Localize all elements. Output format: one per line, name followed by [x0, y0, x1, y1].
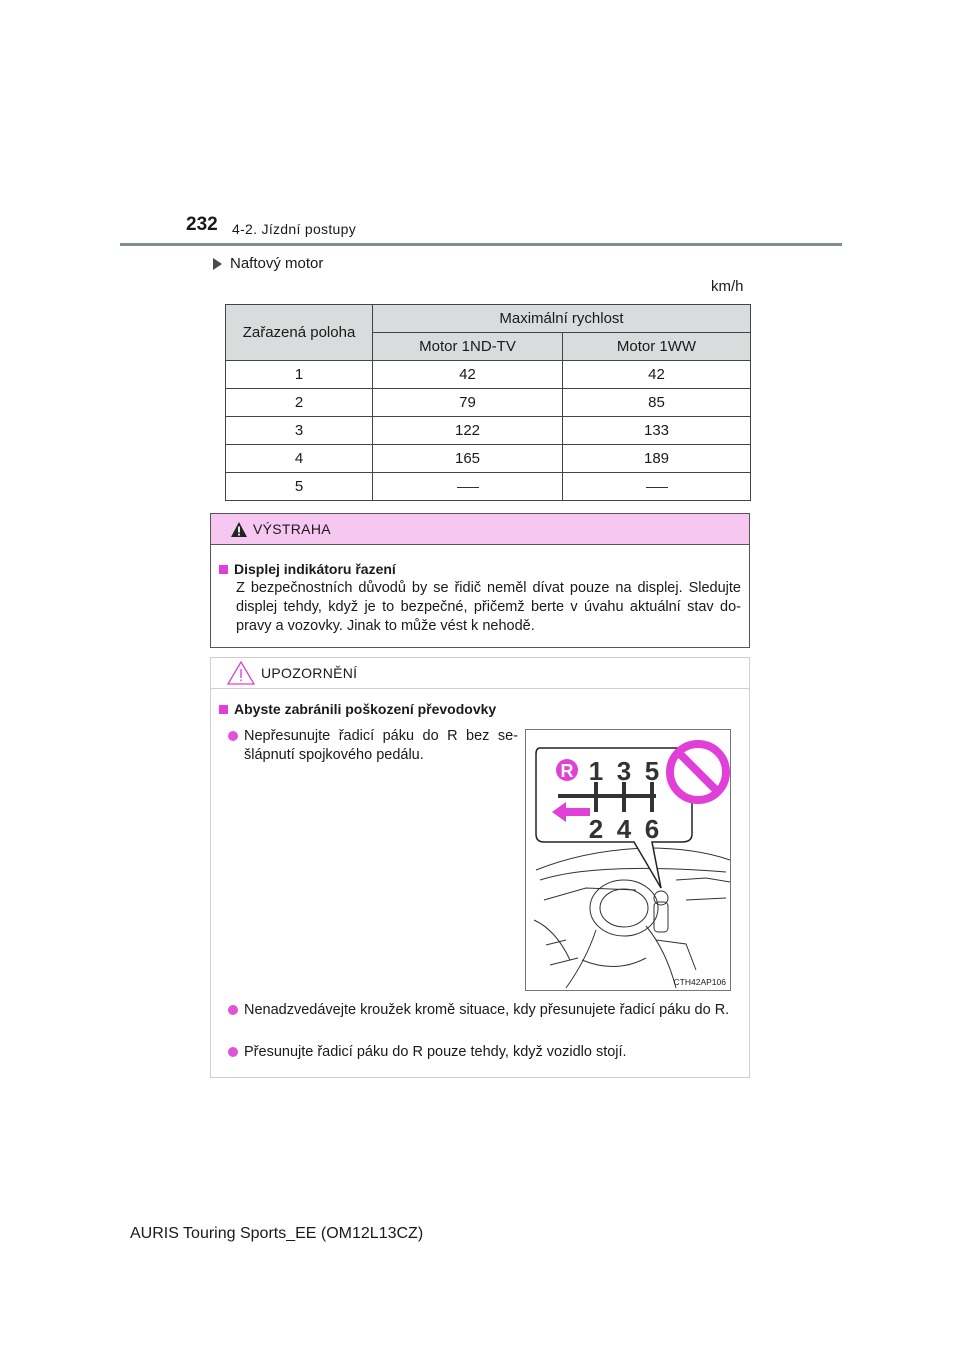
cell-engine-a: 122 — [373, 417, 563, 445]
cell-engine-a: 42 — [373, 361, 563, 389]
section-title: 4-2. Jízdní postupy — [232, 221, 356, 237]
dash-not-applicable — [646, 487, 668, 488]
warning-title-text: Displej indikátoru řazení — [234, 561, 396, 577]
warning-header — [211, 514, 749, 545]
list-item — [228, 727, 518, 765]
cell-gear: 3 — [226, 417, 373, 445]
square-bullet-icon — [219, 565, 228, 574]
cell-gear: 1 — [226, 361, 373, 389]
caution-title-text: Abyste zabránili poškození převodovky — [234, 701, 497, 717]
round-bullet-icon — [228, 731, 238, 741]
cell-engine-b: 133 — [563, 417, 751, 445]
warning-text: Z bezpečnostních důvodů by se řidič neměl dívat pouze na displej. Sledujte displej tehdy, když je to bezpečné, přičemž berte v úvahu aktuální stav do-pravy a vozovky. Jinak to může vést k nehodě. — [236, 580, 741, 634]
svg-text:R: R — [560, 761, 574, 781]
footer-model: AURIS Touring Sports_EE (OM12L13CZ) — [130, 1225, 424, 1242]
table-row — [226, 417, 751, 445]
cell-engine-a: 165 — [373, 445, 563, 473]
cell-engine-a: 79 — [373, 389, 563, 417]
column-header-engine-b: Motor 1WW — [563, 333, 751, 361]
svg-text:5: 5 — [644, 756, 660, 786]
svg-text:2: 2 — [588, 814, 604, 844]
unit-label: km/h — [711, 278, 744, 295]
column-header-engine-a: Motor 1ND-TV — [373, 333, 563, 361]
subsection-label: Naftový motor — [230, 255, 324, 272]
caution-item-1: Nepřesunujte řadicí páku do R bez se-šlápnutí spojkového pedálu. — [244, 728, 518, 763]
svg-text:1: 1 — [588, 756, 604, 786]
column-header-position: Zařazená poloha — [226, 305, 373, 361]
speed-table — [225, 304, 751, 501]
cell-engine-b — [563, 473, 751, 501]
page-number: 232 — [186, 214, 218, 235]
dash-not-applicable — [457, 487, 479, 488]
cell-engine-b: 189 — [563, 445, 751, 473]
caution-header — [211, 658, 749, 689]
list-item — [228, 1001, 743, 1020]
table-row — [226, 473, 751, 501]
cell-engine-b: 85 — [563, 389, 751, 417]
table-row — [226, 361, 751, 389]
cell-gear: 4 — [226, 445, 373, 473]
subsection-heading — [213, 255, 323, 272]
table-row — [226, 445, 751, 473]
figure-code: CTH42AP106 — [673, 977, 726, 987]
cell-engine-b: 42 — [563, 361, 751, 389]
caution-item-2: Nenadzvedávejte kroužek kromě situace, kdy přesunujete řadicí páku do R. — [244, 1002, 730, 1018]
caution-item-3: Přesunujte řadicí páku do R pouze tehdy, když vozidlo stojí. — [244, 1044, 627, 1060]
warning-triangle-icon — [231, 522, 247, 537]
square-bullet-icon — [219, 705, 228, 714]
triangle-bullet-icon — [213, 258, 222, 270]
round-bullet-icon — [228, 1005, 238, 1015]
svg-text:3: 3 — [616, 756, 632, 786]
caution-label: UPOZORNĚNÍ — [261, 665, 358, 681]
prohibition-icon — [670, 744, 726, 800]
column-header-max-speed: Maximální rychlost — [373, 305, 751, 333]
warning-title — [211, 545, 749, 577]
svg-text:4: 4 — [616, 814, 632, 844]
round-bullet-icon — [228, 1047, 238, 1057]
cell-engine-a — [373, 473, 563, 501]
list-item — [228, 1043, 743, 1062]
svg-text:6: 6 — [644, 814, 660, 844]
table-header-row — [226, 305, 751, 333]
cell-gear: 5 — [226, 473, 373, 501]
warning-label: VÝSTRAHA — [253, 521, 331, 537]
warning-box — [210, 513, 750, 648]
cell-gear: 2 — [226, 389, 373, 417]
table-row — [226, 389, 751, 417]
caution-title — [211, 689, 749, 717]
header-divider — [120, 243, 842, 246]
shift-pattern-illustration — [525, 729, 731, 991]
shift-illustration-svg — [526, 730, 731, 991]
caution-triangle-icon — [227, 661, 255, 685]
